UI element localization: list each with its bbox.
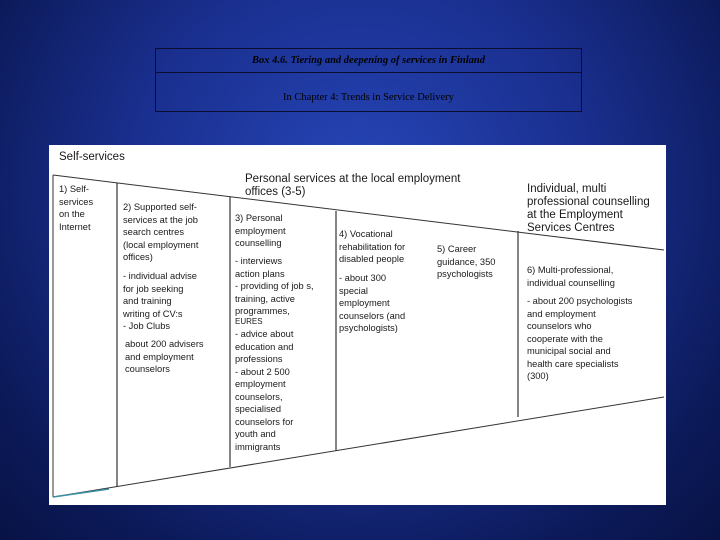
personal-services-label: Personal services at the local employment offices (3-5) [245,173,461,198]
self-services-label: Self-services [59,151,125,163]
col2-bullets: - individual advise for job seeking and training writing of CV:s - Job Clubs [123,271,197,331]
col2-staff: about 200 advisers and employment counselors [125,339,204,374]
box-title: Box 4.6. Tiering and deepening of services in Finland [156,49,581,73]
bottom-slope-line [53,397,664,497]
col4-bullets: - about 300 special employment counselors (and psychologists) [339,273,406,333]
bottom-accent-line [53,489,109,497]
individual-counselling-label: Individual, multi professional counselling at the Employment Services Centres [527,183,650,234]
col1-title: 1) Self- services on the Internet [59,184,94,232]
col3-eures: EURES [235,317,263,326]
col6-title: 6) Multi-professional, individual counselling [527,265,615,288]
col5-title: 5) Career guidance, 350 psychologists [437,244,496,279]
chapter-subtitle: In Chapter 4: Trends in Service Delivery [283,92,454,103]
diagram-panel [49,145,666,505]
title-box [155,48,582,112]
col3-bullets: - interviews action plans - providing of job s, training, active programmes, [235,256,314,316]
col4-title: 4) Vocational rehabilitation for disabled people [339,229,406,264]
col3-title: 3) Personal employment counselling [235,213,286,248]
col6-bullets: - about 200 psychologists and employment counselors who cooperate with the municipal social and health care specialists (300) [527,296,633,381]
col2-title: 2) Supported self- services at the job search centres (local employment offices) [123,202,199,262]
col3-more: - advice about education and professions - about 2 500 employment counselors, specialised counselors for youth and immigrants [235,329,294,452]
